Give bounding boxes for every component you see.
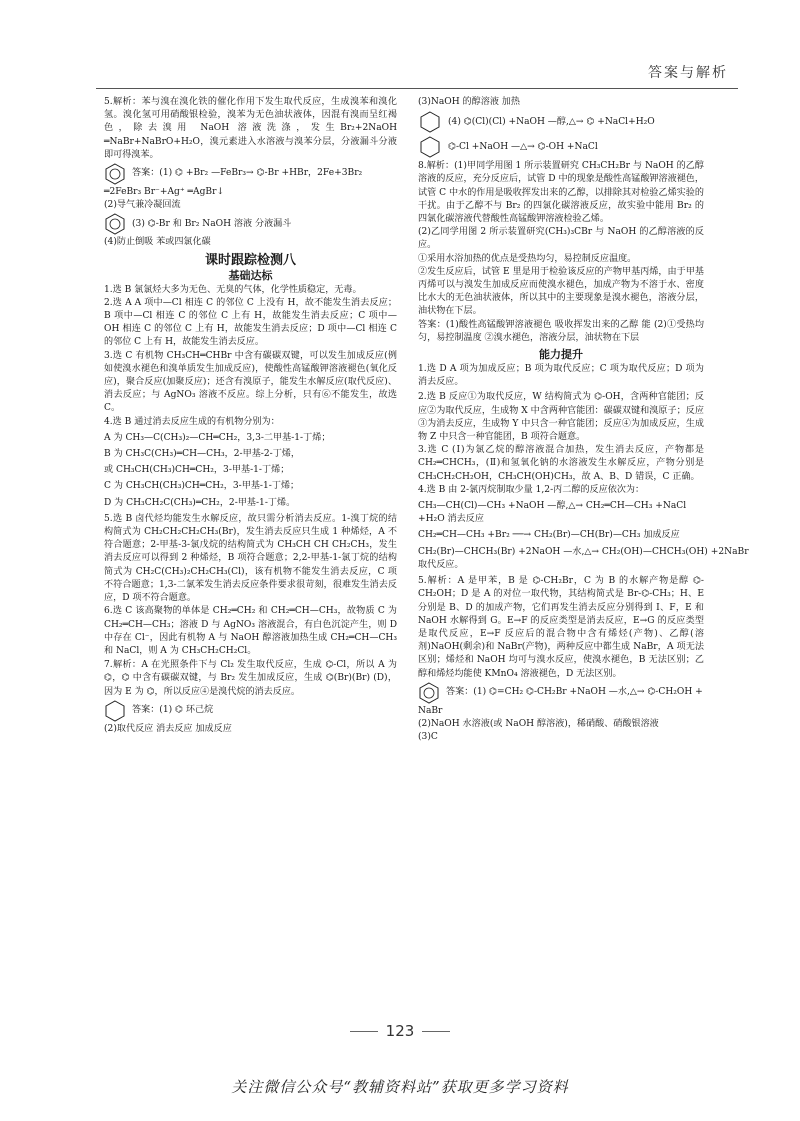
answer-item-r2 [418,391,704,444]
cyclohexane-ring-icon [418,110,442,134]
equation-line [418,135,704,159]
equation-text: CH₃—CH(Cl)—CH₃ +NaOH —醇,△→ CH₂═CH—CH₃ +NaCl [418,501,687,512]
benzene-ring-icon [418,682,440,704]
answer-item-r5 [418,575,704,744]
item-text: 7.解析：A 在光照条件下与 Cl₂ 发生取代反应，生成 ⌬-Cl，所以 A 为 ⌬，⌬ 中含有碳碳双键，与 Br₂ 发生加成反应，生成 ⌬(Br)(Br) (D)，因为 E 为 ⌬，所以反应④是溴代烷的消去反应。 [104,660,397,697]
answer-text: (2)取代反应 消去反应 加成反应 [104,723,232,734]
answer-text: (3) ⌬-Br 和 Br₂ NaOH 溶液 分液漏斗 [132,218,292,229]
answer-line [104,659,397,699]
answer-item-8 [418,160,704,345]
answer-text: NaBr [418,705,443,716]
answer-item-6 [104,605,397,658]
benzene-ring-icon [104,213,126,235]
item-text: 2.选 B 反应①为取代反应，W 结构简式为 ⌬-OH，含两种官能团；反应②为取代反应，生成物 X 中含两种官能团：碳碳双键和溴原子；反应③为消去反应，生成物 Y 中只含一种官能团；反应④为加成反应，生成物 Z 中只含一种官能团，B 项符合题意。 [418,392,704,443]
item-text: 5.解析：苯与溴在溴化铁的催化作用下发生取代反应，生成溴苯和溴化氢。溴化氢可用硝酸银检验，溴苯为无色油状液体，因混有溴而呈红褐色，除去溴用 NaOH 溶液洗涤，发生Br₂+2NaOH ═NaBr+NaBrO+H₂O，溴元素进入水溶液与溴苯分层，分液漏斗分液即可得溴苯。 [104,97,397,160]
answer-text: (3)C [418,732,438,743]
item-text: 4.选 B 由 2-氯丙烷制取少量 1,2-丙二醇的反应依次为： [418,484,645,495]
answer-item-4 [104,416,397,513]
equation-text: +H₂O 消去反应 [418,514,484,525]
answer-item-5b [104,513,397,605]
answer-line [104,700,397,722]
item-text: 4.选 B 通过消去反应生成的有机物分别为： [104,416,280,427]
answer-text: (3)NaOH 的醇溶液 加热 [418,97,520,107]
answer-line [104,163,397,185]
answer-item-1 [104,284,397,297]
item-text: 8.解析：(1)甲同学用图 1 所示装置研究 CH₃CH₂Br 与 NaOH 的乙醇溶液的反应，充分反应后，试管 D 中的现象是酸性高锰酸钾溶液褪色，试管 C 中水的作用是吸收挥发出来的乙醇，以排除其对检验乙烯实验的干扰。由于乙醇不与 Br₂ 的四氯化碳溶液反应，故实验中能用 Br₂ 的四氯化碳溶液代替酸性高锰酸钾溶液检验乙烯。 [418,161,704,225]
equation-text: CH₂═CH—CH₃ +Br₂ ──→ CH₂(Br)—CH(Br)—CH₃ 加成反应 [418,530,680,541]
structure-formula: A 为 CH₃—C(CH₃)₂—CH═CH₂，3,3-二甲基-1-丁烯； [104,432,331,443]
equation-text: 取代反应。 [418,559,464,570]
equation-text: (4) ⌬(Cl)(Cl) +NaOH —醇,△→ ⌬ +NaCl+H₂O [448,116,655,127]
section-subheading: 能力提升 [539,348,583,362]
equation-text: ⌬-Cl +NaOH —△→ ⌬-OH +NaCl [448,141,598,152]
item-text: ②发生反应后，试管 E 里是用于检验该反应的产物甲基丙烯，由于甲基丙烯可以与溴发生加成反应而使溴水褪色，加成产物为不溶于水、密度比水大的无色油状液体，所以其中的主要现象是溴水褪色，溶液分层，油状物在下层。 [418,266,704,317]
answer-text: (2)导气兼冷凝回流 [104,200,181,211]
answer-item-r4 [418,484,749,575]
header-title: 答案与解析 [648,65,728,81]
equation-text: CH₂(Br)—CHCH₃(Br) +2NaOH —水,△→ CH₂(OH)—CHCH₃(OH) +2NaBr [418,546,749,557]
answer-item-r1 [418,363,704,389]
answer-item-7-cont [418,96,704,159]
benzene-ring-icon [104,163,126,185]
item-text: ①采用水浴加热的优点是受热均匀，易控制反应温度。 [418,253,637,264]
header-divider [96,88,738,89]
answer-line [104,213,397,235]
section-subheading: 基础达标 [228,268,273,282]
page-number-text: 123 [385,1022,415,1040]
item-text: 1.选 D A 项为加成反应；B 项为取代反应；C 项为取代反应；D 项为消去反应。 [418,364,704,388]
left-column [104,96,397,736]
item-text: 5.解析：A 是甲苯，B 是 ⌬-CH₂Br，C 为 B 的水解产物是醇 ⌬-CH₂OH；D 是 A 的对位一取代物，其结构简式是 Br-⌬-CH₃；H、E 分别是 B、D 的加成产物，它们再发生消去反应分别得到 I、F，E 和 NaOH 水解得到 G。E→F 的反应类型是消去反应，E→G 的反应类型是取代反应，E→F 反应后的混合物中含有烯烃(产物)、乙醇(溶剂)NaOH(剩余)和 NaBr(产物)，两种反应中都生成 NaBr，A 项无法区别；烯烃和 NaOH 均可与溴水反应，使溴水褪色，B 无法区别；乙醇和烯烃均能使 KMnO₄ 溶液褪色，D 无法区别。 [418,576,704,679]
answer-text: 答案：(1) ⌬=CH₂ ⌬-CH₂Br +NaOH —水,△→ ⌬-CH₂OH + [446,687,703,698]
section-heading: 课时跟踪检测八 [204,252,296,268]
answer-text: (4)防止倒吸 苯或四氯化碳 [104,237,211,248]
item-text: 3.选 C (Ⅰ)为氯乙烷的醇溶液混合加热，发生消去反应，产物都是 CH₂═CHCH₃，(Ⅱ)和氢氧化钠的水溶液发生水解反应，产物分别是 CH₃CH₂CH₂OH，CH₃CH(OH)CH₃，故 A、B、D 错误，C 正确。 [418,445,704,482]
answer-item-7 [104,659,397,736]
page-number [0,1022,800,1040]
item-text: 6.选 C 该高聚物的单体是 CH₂═CH₂ 和 CH₂═CH—CH₃，故物质 C 为 CH₂═CH—CH₃；溶液 D 与 AgNO₃ 溶液混合，有白色沉淀产生，则 D 中存在 Cl⁻，因此有机物 A 与 NaOH 醇溶液加热生成 CH₂═CH—CH₃ 和 NaCl，则 A 为 CH₃CH₂CH₂Cl。 [104,606,397,656]
equation-line [418,110,704,134]
answer-text: 答案：(1) ⌬ +Br₂ —FeBr₃→ ⌬-Br +HBr，2Fe+3Br₂ [132,168,363,179]
answer-text: 答案：(1)酸性高锰酸钾溶液褪色 吸收挥发出来的乙醇 能 (2)①受热均匀，易控制温度 ②溴水褪色，溶液分层，油状物在下层 [418,319,704,343]
answer-item-5 [104,96,397,250]
item-text: 1.选 B 氯氯烃大多为无色、无臭的气体，化学性质稳定，无毒。 [104,284,362,295]
answer-item-3 [104,350,397,416]
answer-item-r3 [418,444,704,484]
structure-formula: B 为 CH₃C(CH₃)═CH—CH₃，2-甲基-2-丁烯， [104,449,301,460]
answer-text: (2)NaOH 水溶液(或 NaOH 醇溶液)，稀硝酸、硝酸银溶液 [418,718,659,729]
answer-line [418,682,704,704]
cyclohexane-ring-icon [418,135,442,159]
item-text: 5.选 B 卤代烃均能发生水解反应，故只需分析消去反应。1-溴丁烷的结构简式为 CH₂CH₂CH₂CH₃(Br)，发生消去反应只生成 1 种烯烃，A 不符合题意；2-甲基-3-氯戊烷的结构简式为 CH₃CH CH CH₂CH₃，发生消去反应可以得到 2 种烯烃，B 项符合题意；2,2-甲基-1-氯丁烷的结构简式为 CH₂C(CH₃)₂CH₂CH₃(Cl)，该有机物不能发生消去反应，C 项不符合题意；1,3-二氯苯发生消去反应条件要求很苛刻，很难发生消去反应，D 项不符合题意。 [104,513,397,604]
footer-note: 关注微信公众号“教辅资料站”获取更多学习资料 [231,1078,569,1096]
answer-text: 答案：(1) ⌬ 环己烷 [132,705,214,716]
item-text: 2.选 A A 项中—Cl 相连 C 的邻位 C 上没有 H，故不能发生消去反应；B 项中—Cl 相连 C 的邻位 C 上有 H，故能发生消去反应；C 项中—OH 相连 C 的邻位 C 上有 H，故能发生消去反应；D 项中—Cl 相连 C 的邻位 C 上有 H，故能发生消去反应。 [104,297,397,348]
answer-item-2 [104,297,397,350]
structure-formula: 或 CH₃CH(CH₃)CH═CH₂，3-甲基-1-丁烯； [104,465,290,476]
right-column [418,96,749,744]
structure-formula: D 为 CH₃CH₂C(CH₃)═CH₂，2-甲基-1-丁烯。 [104,497,296,508]
cyclohexane-ring-icon [104,700,126,722]
item-text: (2)乙同学用图 2 所示装置研究(CH₃)₃CBr 与 NaOH 的乙醇溶液的反应。 [418,227,704,251]
item-text: 3.选 C 有机物 CH₃CH═CHBr 中含有碳碳双键，可以发生加成反应(例如使溴水褪色和溴单质发生加成反应)，使酸性高锰酸钾溶液褪色(氧化反应)，聚合反应(加聚反应)；还含有溴原子，能发生水解反应(取代反应)、消去反应；与 AgNO₃ 溶液不反应。综上分析，只有⑥不能发生，故选 C。 [104,350,397,414]
structure-formula: C 为 CH₃CH(CH₃)CH═CH₂，3-甲基-1-丁烯； [104,481,300,492]
answer-text: ═2FeBr₃ Br⁻+Ag⁺ ═AgBr↓ [104,187,225,198]
